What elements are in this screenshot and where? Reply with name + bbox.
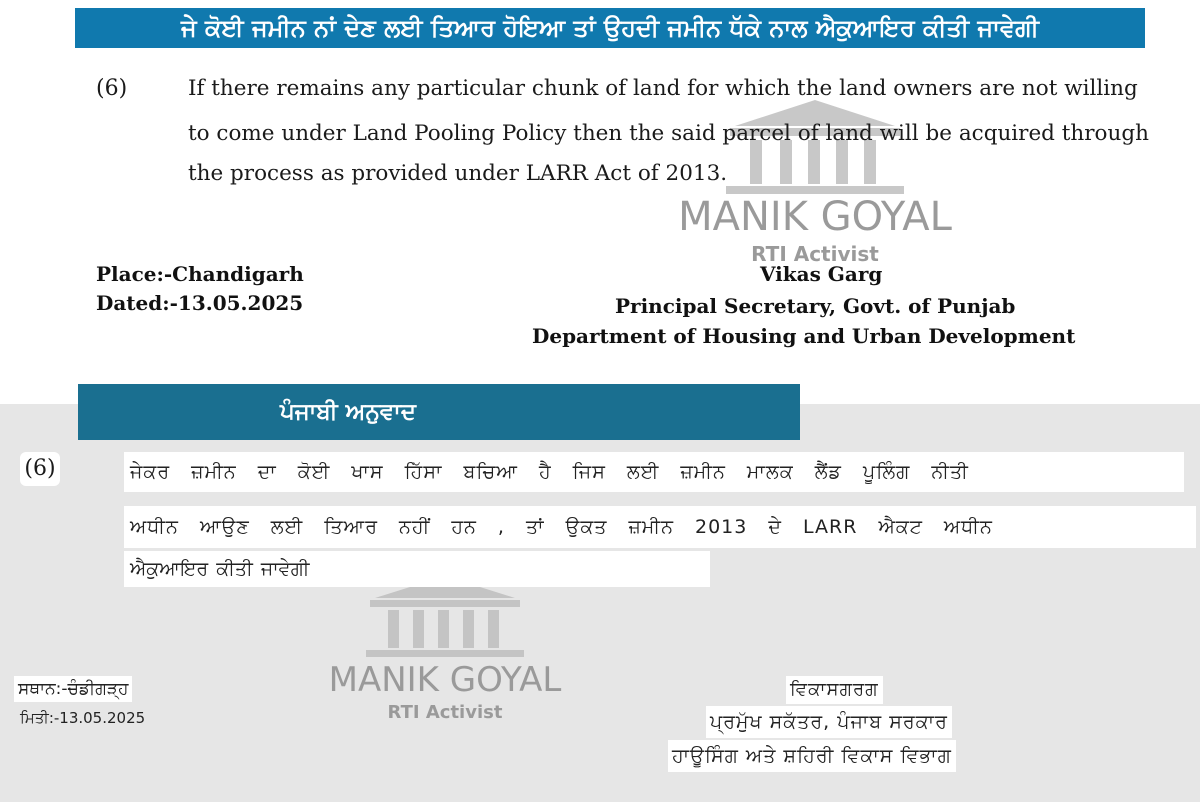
watermark-name: MANIK GOYAL	[328, 660, 562, 700]
watermark-bottom	[290, 572, 600, 732]
date-label: ਮਿਤੀ:-13.05.2025	[20, 709, 146, 727]
clause-line: to come under Land Pooling Policy then the said parcel of land will be acquired through	[188, 121, 1149, 146]
translation-banner-label: ਪੰਜਾਬੀ ਅਨੁਵਾਦ	[279, 399, 417, 425]
clause-line: ਅਧੀਨ ਆਉਣ ਲਈ ਤਿਆਰ ਨਹੀਂ ਹਨ , ਤਾਂ ਉਕਤ ਜ਼ਮੀਨ 2013 ਦੇ LARR ਐਕਟ ਅਧੀਨ	[124, 506, 1196, 548]
clause-line: If there remains any particular chunk of land for which the land owners are not willing	[188, 76, 1138, 101]
date-label: Dated:-13.05.2025	[96, 291, 304, 315]
clause-line: the process as provided under LARR Act of 2013.	[188, 161, 728, 186]
watermark-name: MANIK GOYAL	[678, 194, 952, 240]
clause-number: (6)	[20, 452, 60, 486]
clause-line: ਜੇਕਰ ਜ਼ਮੀਨ ਦਾ ਕੋਈ ਖਾਸ ਹਿੱਸਾ ਬਚਿਆ ਹੈ ਜਿਸ ਲਈ ਜ਼ਮੀਨ ਮਾਲਕ ਲੈਂਡ ਪੂਲਿੰਗ ਨੀਤੀ	[124, 452, 1184, 492]
watermark-subtitle: RTI Activist	[387, 702, 503, 723]
signatory-designation: ਪ੍ਰਮੁੱਖ ਸਕੱਤਰ, ਪੰਜਾਬ ਸਰਕਾਰ	[706, 706, 952, 738]
place-label: ਸਥਾਨ:-ਚੰਡੀਗੜ੍ਹ	[14, 676, 132, 702]
clause-number: (6)	[96, 76, 128, 101]
place-label: Place:-Chandigarh	[96, 262, 304, 286]
signatory-department: Department of Housing and Urban Development	[532, 324, 1076, 348]
signatory-designation: Principal Secretary, Govt. of Punjab	[615, 294, 1016, 318]
signatory-name: Vikas Garg	[760, 262, 883, 286]
translation-banner	[78, 384, 800, 440]
signatory-department: ਹਾਊਸਿੰਗ ਅਤੇ ਸ਼ਹਿਰੀ ਵਿਕਾਸ ਵਿਭਾਗ	[668, 740, 956, 772]
headline-banner: ਜੇ ਕੋਈ ਜਮੀਨ ਨਾਂ ਦੇਣ ਲਈ ਤਿਆਰ ਹੋਇਆ ਤਾਂ ਉਹਦੀ ਜਮੀਨ ਧੱਕੇ ਨਾਲ ਐਕੁਆਇਰ ਕੀਤੀ ਜਾਵੇਗੀ	[75, 8, 1145, 48]
signatory-name: ਵਿਕਾਸਗਰਗ	[786, 676, 883, 704]
watermark-subtitle: RTI Activist	[751, 242, 879, 266]
clause-line: ਐਕੁਆਇਰ ਕੀਤੀ ਜਾਵੇਗੀ	[124, 551, 710, 587]
